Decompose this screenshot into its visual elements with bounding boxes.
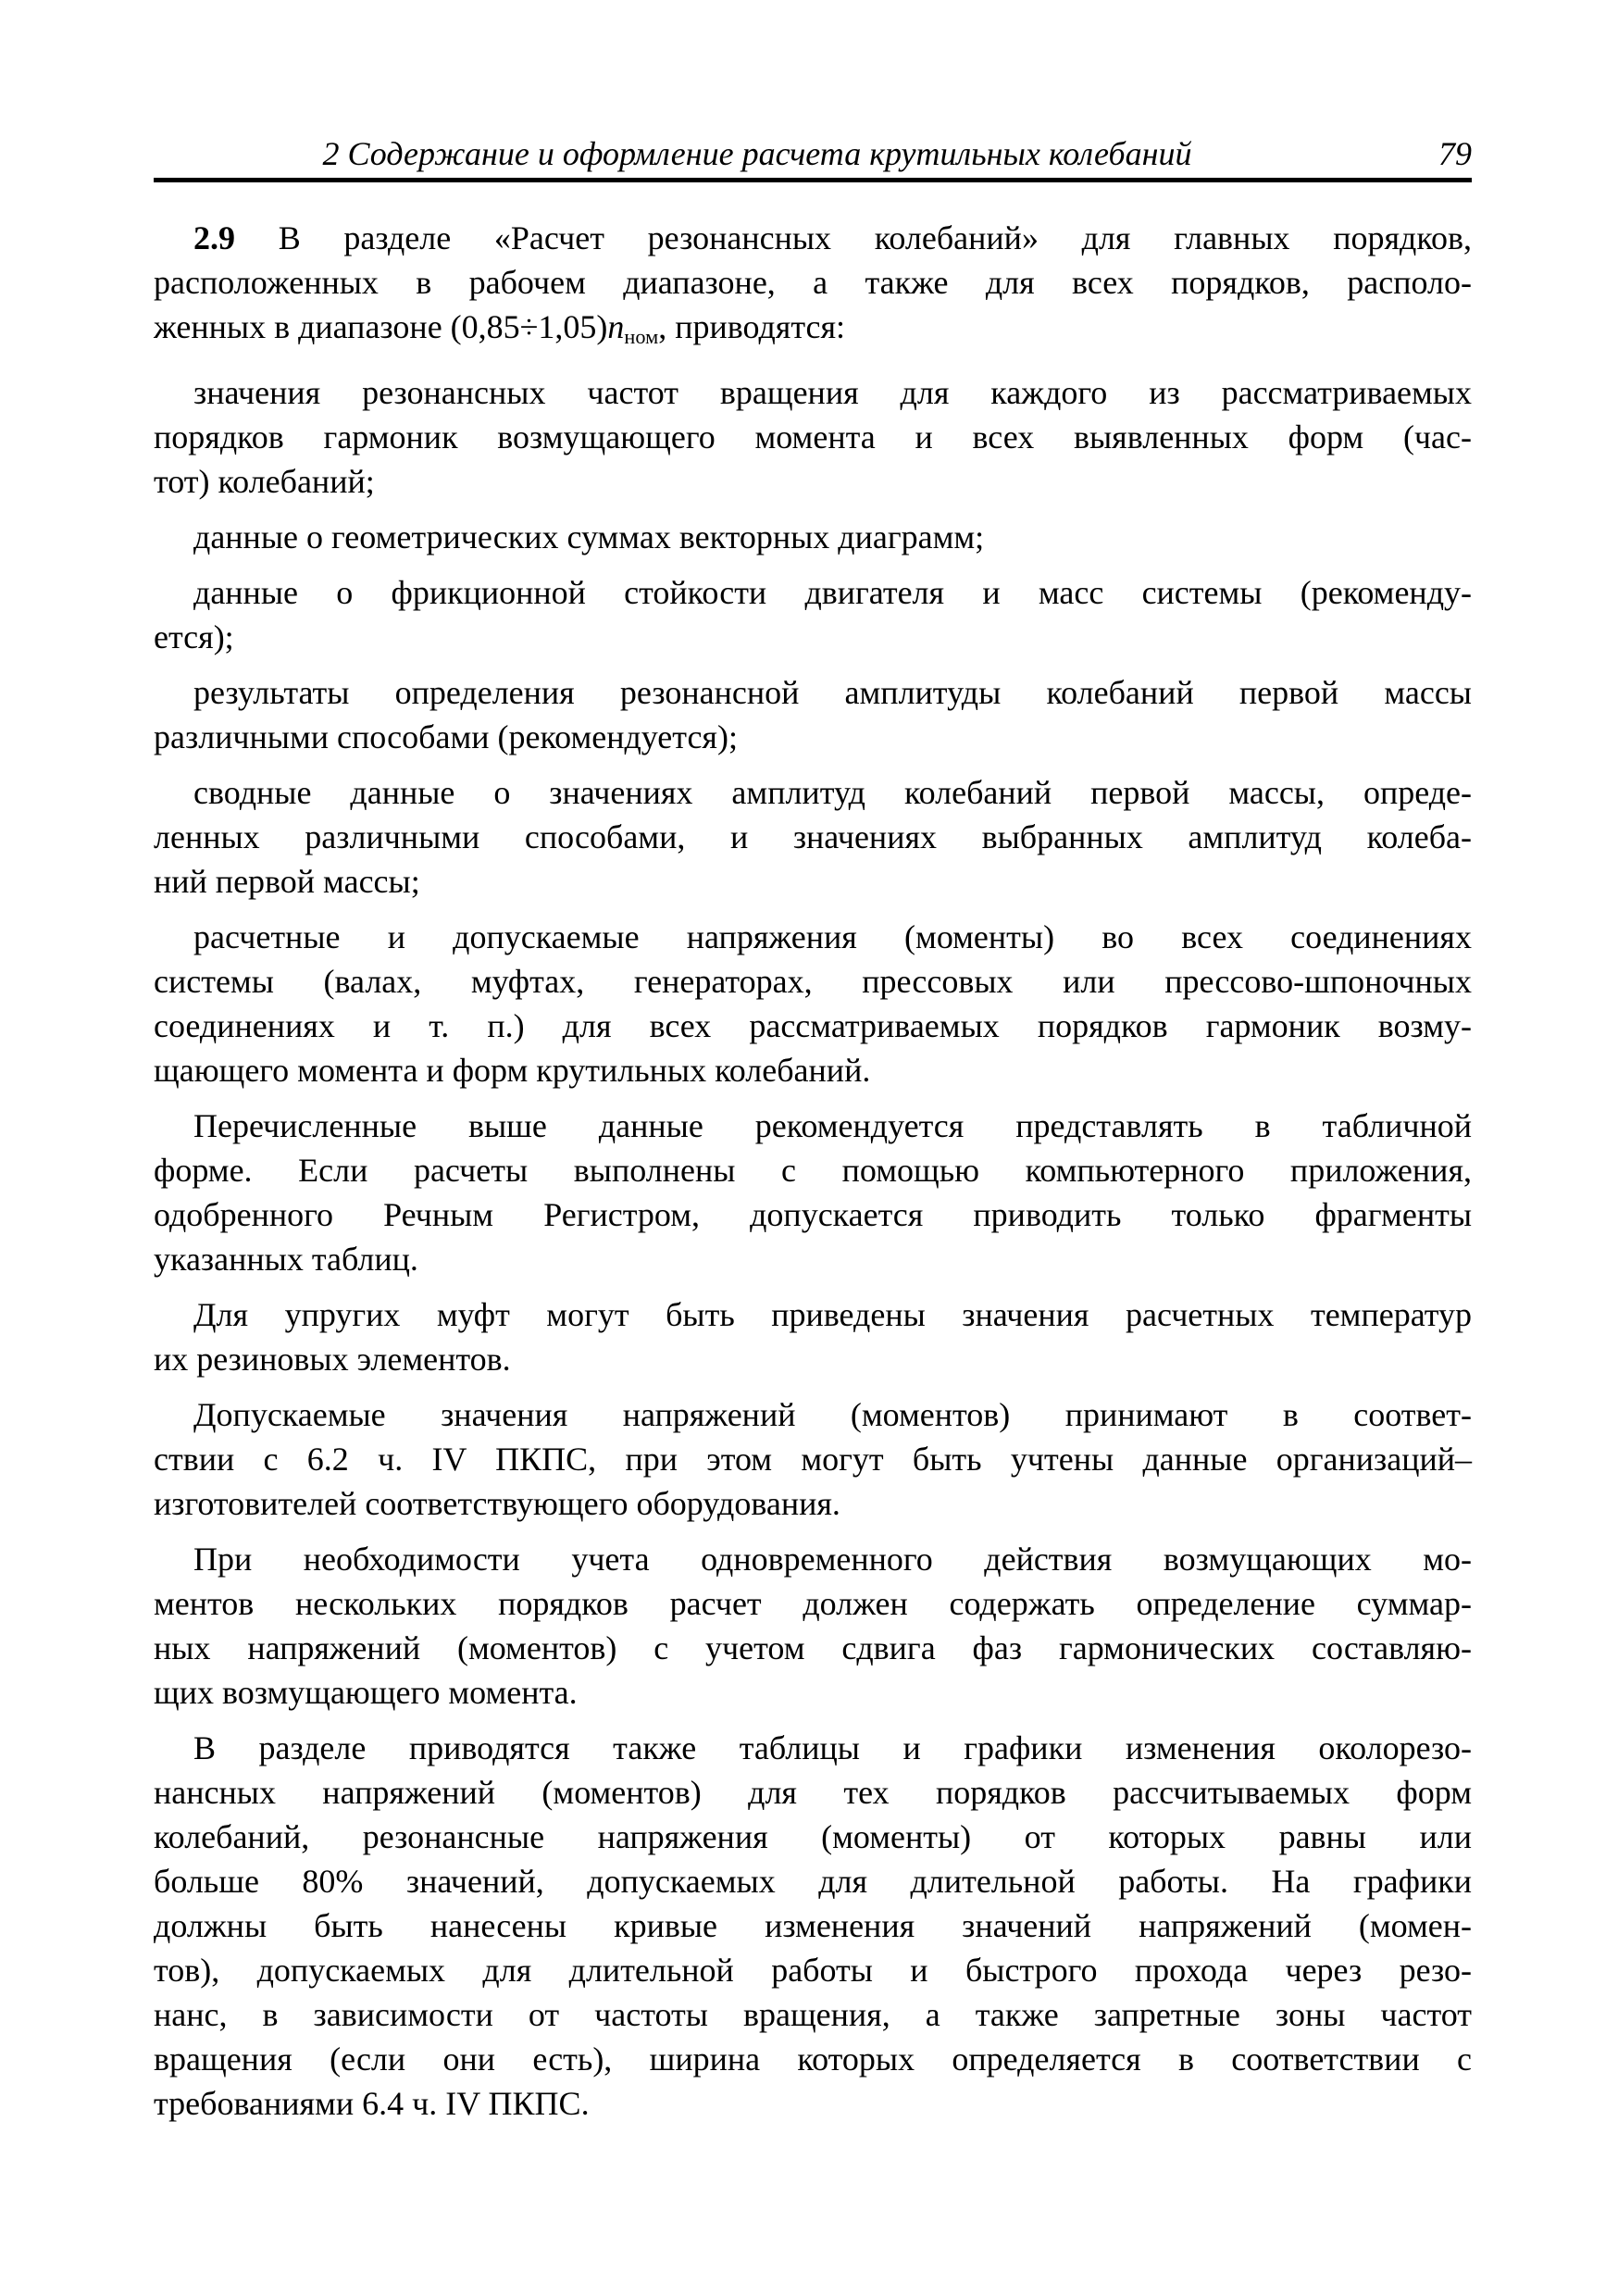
text-segment: В разделе «Расчет резонансных колебаний» для главных порядков, <box>278 219 1473 256</box>
text-line <box>154 1670 1472 1715</box>
text-segment: ется); <box>154 618 234 656</box>
text-segment: 2.9 <box>193 219 279 256</box>
paragraph <box>154 1292 1472 1381</box>
text-segment: системы (валах, муфтах, генераторах, прессовых или прессово-шпоночных <box>154 963 1472 1001</box>
running-header <box>154 135 1472 172</box>
text-segment: требованиями 6.4 ч. IV ПКПС. <box>154 2085 590 2123</box>
text-segment: изготовителей соответствующего оборудования. <box>154 1485 840 1523</box>
paragraph <box>154 370 1472 504</box>
text-line <box>154 1148 1472 1192</box>
text-line <box>154 1192 1472 1237</box>
text-segment: ствии с 6.2 ч. IV ПКПС, при этом могут быть учтены данные организаций– <box>154 1441 1472 1479</box>
text-line <box>154 1481 1472 1526</box>
text-line <box>154 1537 1472 1581</box>
text-line <box>154 1726 1472 1770</box>
text-segment: ных напряжений (моментов) с учетом сдвига фаз гармонических составляю- <box>154 1629 1472 1667</box>
text-line <box>154 1392 1472 1437</box>
text-line <box>154 1626 1472 1670</box>
text-line <box>154 1992 1472 2037</box>
text-line <box>154 515 1472 559</box>
text-line <box>154 415 1472 459</box>
paragraph <box>154 515 1472 559</box>
text-segment: , приводятся: <box>658 308 846 345</box>
text-line <box>154 715 1472 759</box>
text-segment: расположенных в рабочем диапазоне, а также для всех порядков, располо- <box>154 264 1472 301</box>
text-segment: расчетные и допускаемые напряжения (моменты) во всех соединениях <box>193 918 1472 956</box>
text-segment: ний первой массы; <box>154 863 420 901</box>
text-segment: данные о геометрических суммах векторных диаграмм; <box>193 518 985 556</box>
text-line <box>154 216 1472 260</box>
paragraph <box>154 216 1472 359</box>
paragraph <box>154 570 1472 659</box>
text-segment: колебаний, резонансные напряжения (моменты) от которых равны или <box>154 1818 1472 1856</box>
text-segment: различными способами (рекомендуется); <box>154 718 738 756</box>
text-line <box>154 859 1472 904</box>
text-line <box>154 305 1472 359</box>
paragraph <box>154 1392 1472 1526</box>
text-line <box>154 1048 1472 1092</box>
text-line <box>154 915 1472 959</box>
text-segment: женных в диапазоне (0,85÷1,05) <box>154 308 608 345</box>
text-segment: Для упругих муфт могут быть приведены значения расчетных температур <box>193 1296 1472 1334</box>
text-line <box>154 959 1472 1004</box>
text-segment: При необходимости учета одновременного действия возмущающих мо- <box>193 1541 1472 1578</box>
running-header-title: 2 Содержание и оформление расчета крутильных колебаний <box>322 135 1192 172</box>
text-line <box>154 615 1472 659</box>
text-segment: результаты определения резонансной амплитуды колебаний первой массы <box>193 674 1472 712</box>
text-segment: должны быть нанесены кривые изменения значений напряжений (момен- <box>154 1907 1472 1945</box>
text-line <box>154 570 1472 615</box>
text-segment: форме. Если расчеты выполнены с помощью компьютерного приложения, <box>154 1152 1472 1190</box>
text-segment: ном <box>624 325 659 349</box>
text-segment: больше 80% значений, допускаемых для длительной работы. На графики <box>154 1863 1472 1901</box>
paragraph <box>154 1537 1472 1715</box>
text-segment: тот) колебаний; <box>154 463 375 501</box>
text-segment: вращения (если они есть), ширина которых определяется в соответствии с <box>154 2040 1472 2078</box>
text-segment: данные о фрикционной стойкости двигателя и масс системы (рекоменду- <box>193 574 1472 612</box>
text-segment: их резиновых элементов. <box>154 1341 511 1379</box>
paragraph <box>154 670 1472 759</box>
text-segment: тов), допускаемых для длительной работы и быстрого прохода через резо- <box>154 1952 1472 1990</box>
text-line <box>154 815 1472 859</box>
text-line <box>154 1004 1472 1048</box>
text-segment: нанс, в зависимости от частоты вращения, а также запретные зоны частот <box>154 1996 1472 2034</box>
text-line <box>154 1948 1472 1992</box>
text-line <box>154 1104 1472 1148</box>
document-body <box>154 216 1472 2126</box>
text-segment: ленных различными способами, и значениях выбранных амплитуд колеба- <box>154 818 1472 856</box>
text-segment: нансных напряжений (моментов) для тех порядков рассчитываемых форм <box>154 1774 1472 1812</box>
paragraph <box>154 1104 1472 1281</box>
text-line <box>154 2081 1472 2126</box>
text-line <box>154 1815 1472 1859</box>
text-line <box>154 770 1472 815</box>
text-line <box>154 260 1472 305</box>
text-segment: В разделе приводятся также таблицы и графики изменения околорезо- <box>193 1729 1472 1767</box>
text-line <box>154 370 1472 415</box>
text-line <box>154 1237 1472 1281</box>
text-segment: щающего момента и форм крутильных колебаний. <box>154 1052 871 1090</box>
paragraph <box>154 915 1472 1092</box>
text-segment: порядков гармоник возмущающего момента и всех выявленных форм (час- <box>154 418 1472 456</box>
text-segment: n <box>607 308 625 345</box>
text-line <box>154 1770 1472 1815</box>
text-line <box>154 1903 1472 1948</box>
text-line <box>154 2037 1472 2081</box>
header-rule <box>154 178 1472 182</box>
text-segment: Перечисленные выше данные рекомендуется представлять в табличной <box>193 1107 1472 1145</box>
text-segment: сводные данные о значениях амплитуд колебаний первой массы, опреде- <box>193 774 1472 812</box>
text-segment: указанных таблиц. <box>154 1241 418 1279</box>
page-number: 79 <box>1438 135 1472 172</box>
text-segment: Допускаемые значения напряжений (моментов) принимают в соответ- <box>193 1396 1472 1434</box>
text-line <box>154 1337 1472 1381</box>
paragraph <box>154 770 1472 904</box>
text-column <box>154 0 1472 2126</box>
text-segment: значения резонансных частот вращения для каждого из рассматриваемых <box>193 374 1472 412</box>
text-line <box>154 1859 1472 1903</box>
text-line <box>154 1581 1472 1626</box>
text-segment: одобренного Речным Регистром, допускается приводить только фрагменты <box>154 1196 1472 1234</box>
text-segment: ментов нескольких порядков расчет должен содержать определение суммар- <box>154 1585 1472 1623</box>
text-segment: соединениях и т. п.) для всех рассматриваемых порядков гармоник возму- <box>154 1007 1472 1045</box>
text-segment: щих возмущающего момента. <box>154 1674 578 1712</box>
text-line <box>154 1292 1472 1337</box>
text-line <box>154 670 1472 715</box>
text-line <box>154 1437 1472 1481</box>
paragraph <box>154 1726 1472 2126</box>
text-line <box>154 459 1472 504</box>
